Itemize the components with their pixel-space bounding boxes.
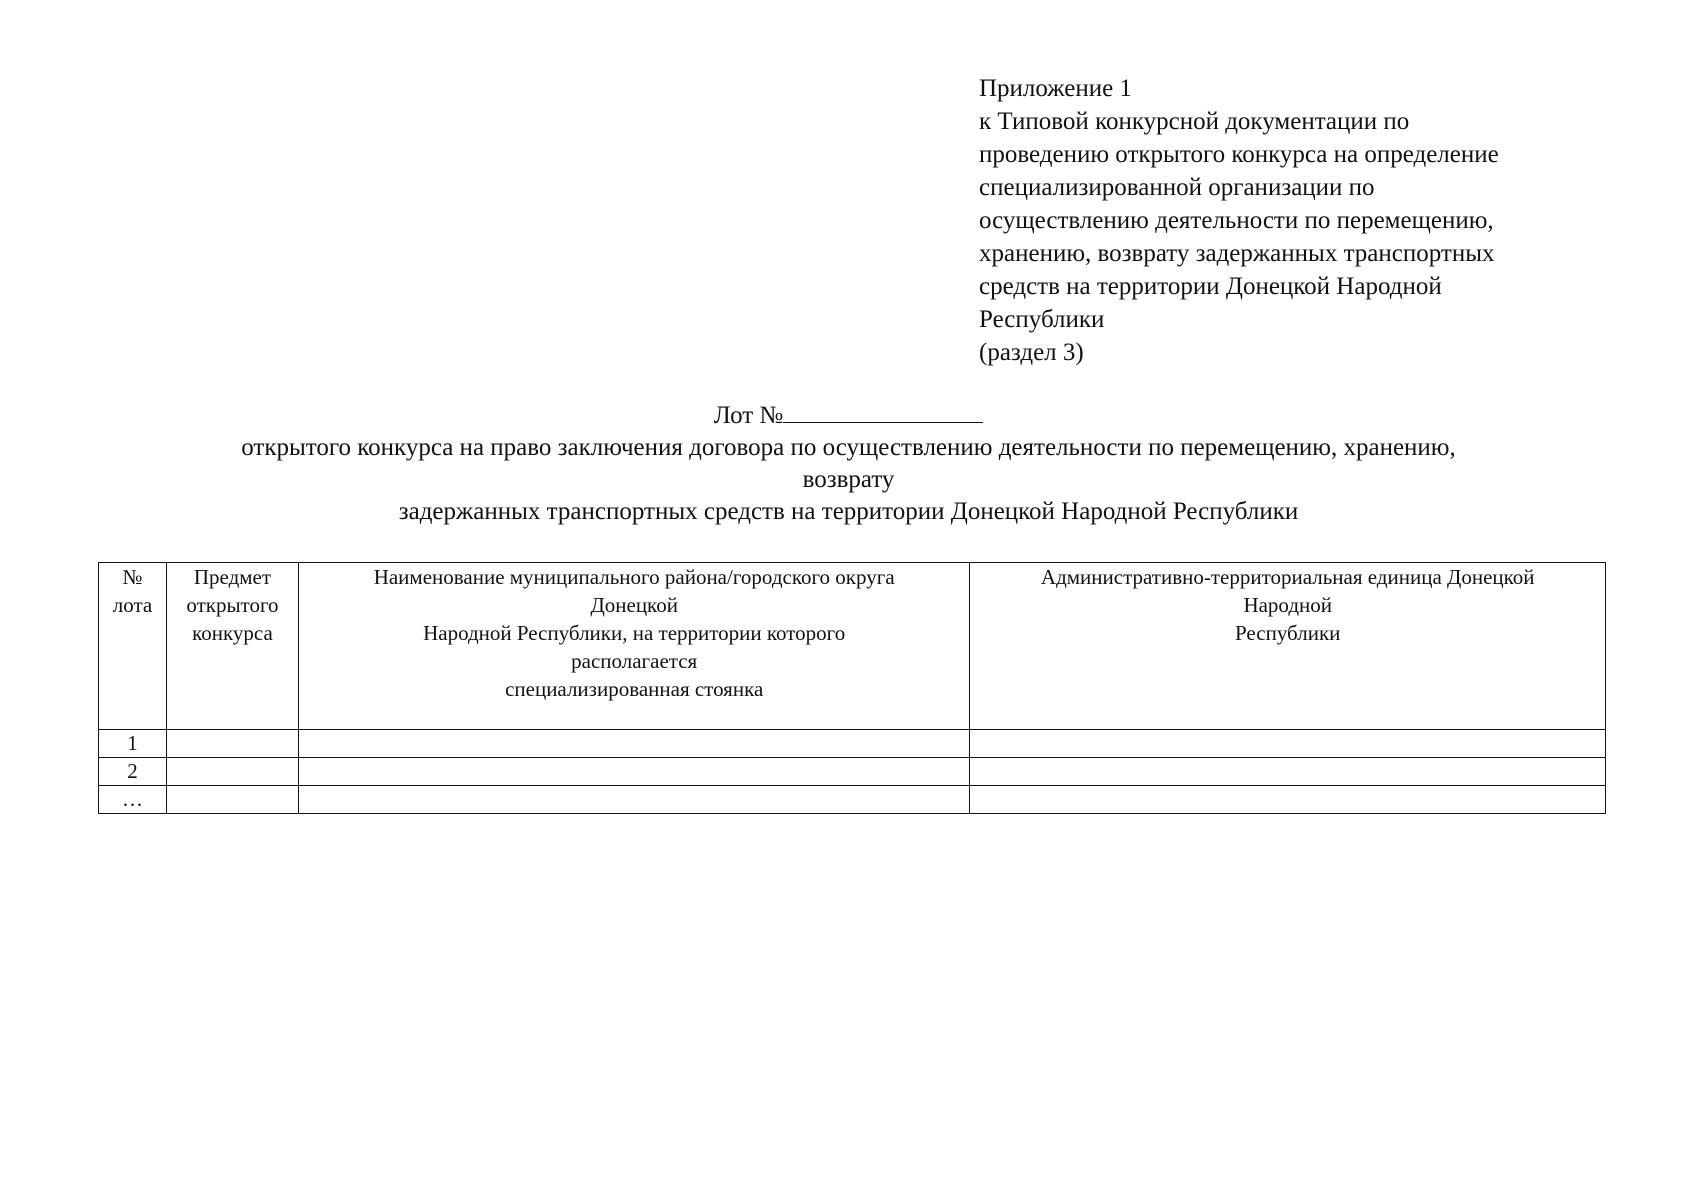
table-cell <box>166 730 298 758</box>
appendix-line: проведению открытого конкурса на определение <box>979 141 1499 168</box>
appendix-line: хранению, возврату задержанных транспортных <box>979 240 1495 267</box>
lot-number-line <box>0 400 1697 432</box>
lots-table <box>98 562 1606 814</box>
table-cell <box>298 758 970 786</box>
heading-line: возврату <box>802 466 895 493</box>
appendix-title: Приложение 1 <box>979 75 1132 102</box>
table-row <box>99 730 1606 758</box>
appendix-line: средств на территории Донецкой Народной <box>979 273 1442 300</box>
header-municipality: Наименование муниципального района/городского округа Донецкой Народной Республики, на территории которого располагается специализированная стоянка <box>298 563 970 730</box>
table-cell <box>166 786 298 814</box>
table-cell <box>298 730 970 758</box>
table-cell <box>970 730 1606 758</box>
table-cell-lot-number: 1 <box>99 730 167 758</box>
document-heading <box>0 400 1697 528</box>
table-cell-lot-number: … <box>99 786 167 814</box>
appendix-block <box>979 72 1619 369</box>
table-cell <box>298 786 970 814</box>
table-cell-lot-number: 2 <box>99 758 167 786</box>
lot-number-blank <box>783 400 983 423</box>
appendix-section: (раздел 3) <box>979 339 1084 366</box>
table-row <box>99 786 1606 814</box>
appendix-line: специализированной организации по <box>979 174 1375 201</box>
header-lot-number: № лота <box>99 563 167 730</box>
appendix-line: осуществлению деятельности по перемещению, <box>979 207 1494 234</box>
heading-line: открытого конкурса на право заключения договора по осуществлению деятельности по перемещению, хранению, <box>241 434 1456 461</box>
table-cell <box>970 786 1606 814</box>
appendix-line: Республики <box>979 306 1105 333</box>
appendix-line: к Типовой конкурсной документации по <box>979 108 1410 135</box>
table-cell <box>166 758 298 786</box>
header-subject: Предмет открытого конкурса <box>166 563 298 730</box>
lot-label: Лот № <box>713 402 784 429</box>
heading-line: задержанных транспортных средств на территории Донецкой Народной Республики <box>398 498 1299 525</box>
table-header-row <box>99 563 1606 730</box>
table-cell <box>970 758 1606 786</box>
table-row <box>99 758 1606 786</box>
header-admin-unit: Административно-территориальная единица Донецкой Народной Республики <box>970 563 1606 730</box>
